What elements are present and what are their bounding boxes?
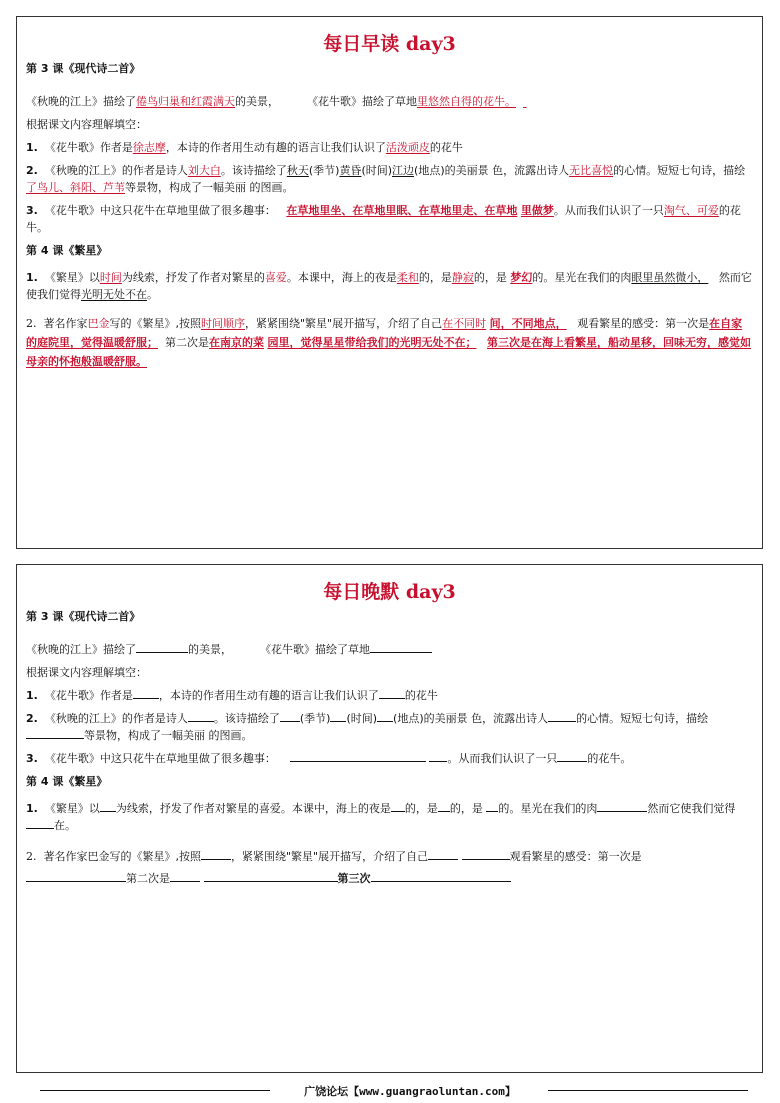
evening-q3: 3. 《花牛歌》中这只花牛在草地里做了很多趣事： 。从而我们认识了一只 的花牛。 <box>26 752 632 766</box>
blank[interactable] <box>486 800 498 812</box>
answer: 静寂 <box>451 271 474 285</box>
footer-rule-right <box>548 1090 748 1091</box>
answer: 在草地里坐、在草地里眠、在草地里走、在草地 <box>286 204 518 218</box>
blank[interactable] <box>371 870 511 882</box>
blank[interactable] <box>438 800 450 812</box>
evening-lesson3-heading: 第 3 课《现代诗二首》 <box>26 610 141 623</box>
blank[interactable] <box>391 800 405 812</box>
evening-dictation-panel <box>16 564 763 1073</box>
footer-site-link[interactable]: 广饶论坛【www.guangraoluntan.com】 <box>304 1085 516 1098</box>
footer-rule-left <box>40 1090 270 1091</box>
answer: 活泼顽皮 <box>385 141 430 155</box>
answer: 在自家的庭院里，觉得温暖舒服； <box>26 316 743 349</box>
answer: 母亲的怀抱般温暖舒服。 <box>26 355 147 369</box>
answer: 间，不同地点， <box>489 316 567 330</box>
answer: 倦鸟归巢和红霞满天 <box>136 95 235 109</box>
answer: 里做梦 <box>520 204 554 218</box>
answer: 时间 <box>99 271 122 285</box>
blank[interactable] <box>377 710 393 722</box>
answer: 里悠然自得的花牛。 <box>416 95 516 109</box>
blank[interactable] <box>429 750 447 762</box>
answer: 光明无处不在 <box>81 288 147 302</box>
answer: 柔和 <box>396 271 419 285</box>
blank[interactable] <box>188 710 214 722</box>
blank[interactable] <box>133 687 159 699</box>
blank[interactable] <box>201 848 231 860</box>
answer: 园里，觉得星星带给我们的光明无处不在； <box>267 335 477 349</box>
answer: 梦幻 <box>510 271 533 285</box>
answer: 在南京的菜 <box>209 335 264 349</box>
morning-intro: 《秋晚的江上》描绘了倦鸟归巢和红霞满天的美景， 《花牛歌》描绘了草地里悠然自得的花牛。 <box>26 95 516 109</box>
answer: 黄昏 <box>339 164 362 178</box>
blank[interactable] <box>204 870 338 882</box>
morning-q2: 2. 《秋晚的江上》的作者是诗人刘大白。该诗描绘了秋天(季节)黄昏(时间)江边(地点)的美丽景 色，流露出诗人无比喜悦的心情。短短七句诗，描绘了鸟儿、斜阳、芦苇等景物，构成了一幅美丽 的图画。 <box>26 164 746 195</box>
blank[interactable] <box>428 848 458 860</box>
blank[interactable] <box>557 750 587 762</box>
answer: 第三次是在海上看繁星，船动星移，回味无穷，感觉如 <box>487 335 751 349</box>
morning-q1: 1. 《花牛歌》作者是徐志摩，本诗的作者用生动有趣的语言让我们认识了活泼顽皮的花牛 <box>26 141 463 155</box>
evening-title: 每日晚默 day3 <box>323 581 456 603</box>
evening-q5: 2. 著名作家巴金写的《繁星》,按照 ，紧紧围绕"繁星"展开描写，介绍了自己 观看繁星的感受：第一次是 第二次是 第三次 <box>26 850 642 885</box>
answer: 无比喜悦 <box>569 164 614 178</box>
morning-instruction: 根据课文内容理解填空： <box>26 118 147 132</box>
evening-lesson4-heading: 第 4 课《繁星》 <box>26 775 108 789</box>
morning-reading-panel <box>16 16 763 549</box>
answer: 淘气、可爱 <box>663 204 719 218</box>
morning-lesson3-heading: 第 3 课《现代诗二首》 <box>26 62 141 75</box>
answer: 了鸟儿、斜阳、芦苇 <box>26 181 125 195</box>
blank[interactable] <box>290 750 426 762</box>
answer: 刘大白 <box>187 164 221 178</box>
blank[interactable] <box>136 641 188 653</box>
morning-lesson4-heading: 第 4 课《繁星》 <box>26 244 108 258</box>
blank[interactable] <box>280 710 300 722</box>
morning-q5: 2. 著名作家巴金写的《繁星》,按照时间顺序，紧紧围绕"繁星"展开描写，介绍了自己在不同时 间，不同地点， 观看繁星的感受：第一次是在自家的庭院里，觉得温暖舒服； 第二次是在南京的菜 园里，觉得星星带给我们的光明无处不在； 第三次是在海上看繁星，船动星移，回味无穷，感觉如 母亲的怀抱般温暖舒服。 <box>26 316 751 369</box>
blank[interactable] <box>370 641 432 653</box>
blank[interactable] <box>170 870 200 882</box>
answer: 徐志摩 <box>132 141 166 155</box>
morning-q4: 1. 《繁星》以时间为线索，抒发了作者对繁星的喜爱。本课中，海上的夜是柔和的，是静寂的，是 梦幻的。星光在我们的肉眼里虽然微小， 然而它使我们觉得光明无处不在。 <box>26 271 752 302</box>
blank[interactable] <box>26 727 84 739</box>
evening-q4: 1. 《繁星》以 为线索，抒发了作者对繁星的喜爱。本课中，海上的夜是 的，是 的，是 的。星光在我们的肉 然而它使我们觉得在。 <box>26 802 736 833</box>
answer: 喜爱 <box>264 271 287 285</box>
blank[interactable] <box>597 800 647 812</box>
blank[interactable] <box>548 710 576 722</box>
blank[interactable] <box>26 870 126 882</box>
answer: 在不同时 <box>442 316 487 330</box>
blank[interactable] <box>462 848 510 860</box>
blank[interactable] <box>26 817 54 829</box>
answer: 眼里虽然微小， <box>631 271 709 285</box>
evening-intro: 《秋晚的江上》描绘了 的美景， 《花牛歌》描绘了草地 <box>26 641 752 658</box>
evening-q2: 2. 《秋晚的江上》的作者是诗人 。该诗描绘了 (季节) (时间) (地点)的美丽景 色，流露出诗人 的心情。短短七句诗，描绘等景物，构成了一幅美丽 的图画。 <box>26 712 709 743</box>
evening-instruction: 根据课文内容理解填空： <box>26 666 147 680</box>
blank[interactable] <box>330 710 346 722</box>
blank[interactable] <box>100 800 116 812</box>
answer: 江边 <box>392 164 415 178</box>
morning-q3: 3. 《花牛歌》中这只花牛在草地里做了很多趣事： 在草地里坐、在草地里眠、在草地里走、在草地 里做梦。从而我们认识了一只淘气、可爱的花牛。 <box>26 204 741 235</box>
footer <box>0 1083 780 1099</box>
morning-title: 每日早读 day3 <box>323 33 456 55</box>
answer: 时间顺序 <box>201 316 245 330</box>
answer: 秋天 <box>286 164 309 178</box>
blank[interactable] <box>379 687 405 699</box>
evening-q1: 1. 《花牛歌》作者是 ，本诗的作者用生动有趣的语言让我们认识了 的花牛 <box>26 689 438 703</box>
answer: 巴金 <box>87 316 110 330</box>
